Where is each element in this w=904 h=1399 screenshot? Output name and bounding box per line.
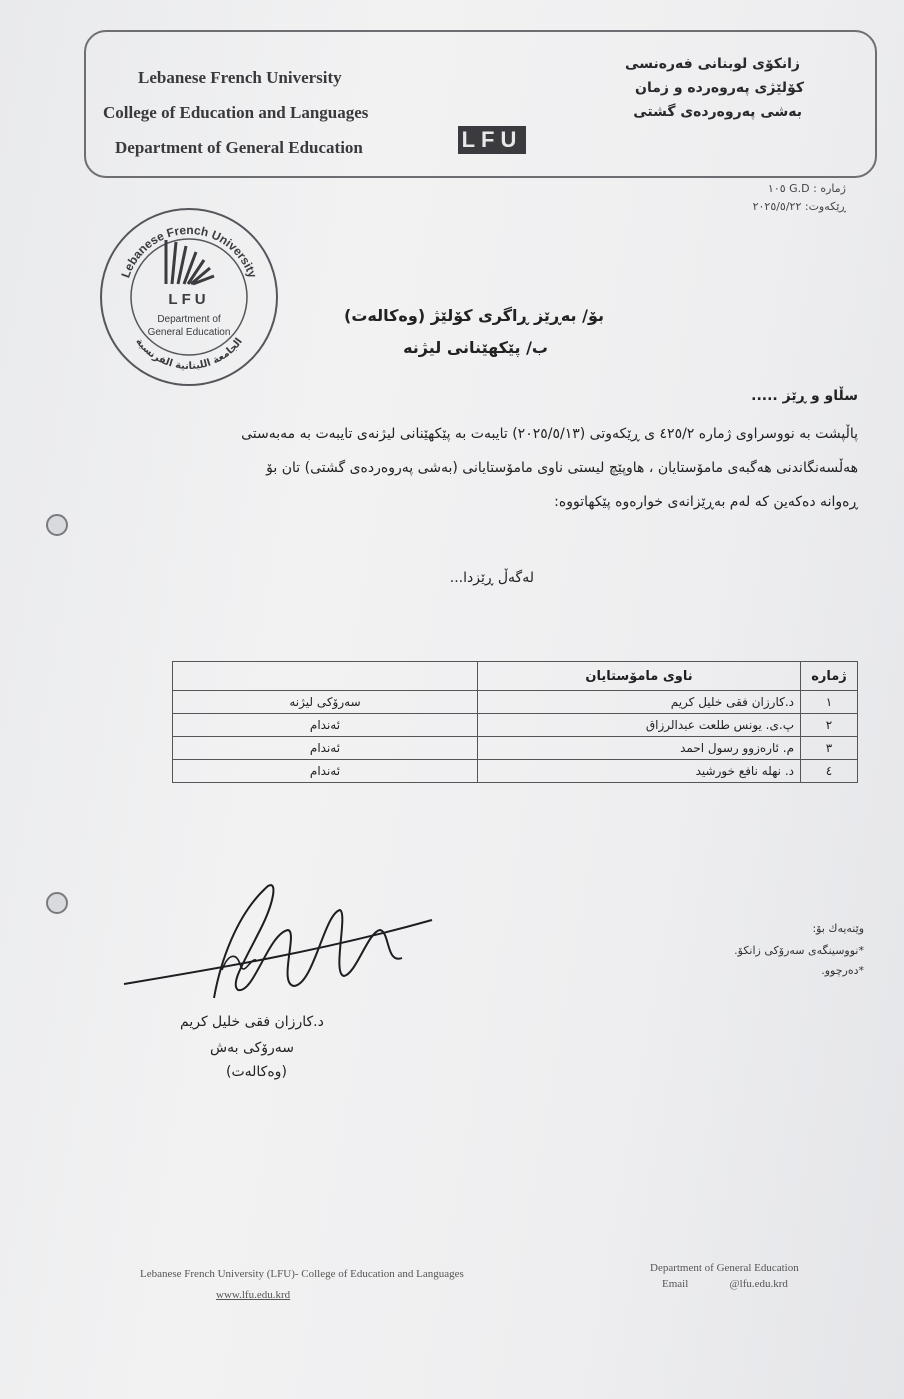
row-role: ئەندام [173, 760, 478, 783]
footer-right-line-1: Department of General Education [650, 1262, 799, 1274]
svg-text:الجامعة اللبنانية الفرنسية [133, 336, 245, 372]
punch-hole [46, 892, 68, 914]
row-role: ئەندام [173, 714, 478, 737]
committee-table [172, 661, 858, 783]
seal-outer-text-en: Lebanese French University [118, 222, 260, 280]
reference-date: ڕێكەوت: ٢٠٢٥/٥/٢٢ [752, 200, 846, 213]
college-name-ku: كۆلێژی پەروەردە و زمان [635, 80, 804, 96]
paragraph-line-3: ڕەوانە دەكەین كە لەم بەڕێزانەی خوارەوە پێكهاتووە: [554, 494, 858, 510]
row-number: ١ [801, 691, 858, 714]
university-name-en: Lebanese French University [138, 68, 342, 87]
handwritten-signature-icon [118, 874, 438, 1014]
footer-email: Email @lfu.edu.krd [662, 1278, 788, 1290]
greeting: سڵاو و ڕێز ..... [751, 388, 858, 404]
table-row [173, 737, 858, 760]
department-seal-icon [96, 204, 282, 390]
header-role [173, 662, 478, 691]
table-header-row [173, 662, 858, 691]
row-number: ٢ [801, 714, 858, 737]
header-name: ناوی مامۆستایان [478, 662, 801, 691]
punch-hole [46, 514, 68, 536]
copies-item-1: *نووسینگەی سەرۆكی زانكۆ. [734, 944, 864, 957]
footer-left-line-1: Lebanese French University (LFU)- College of Education and Languages [140, 1268, 464, 1280]
seal-logo-text: LFU [168, 291, 210, 308]
reference-number: ژمارە : G.D ١٠٥ [767, 182, 846, 195]
copies-item-2: *دەرچوو. [821, 964, 864, 977]
seal-outer-text-ar: الجامعة اللبنانية الفرنسية [133, 336, 245, 373]
paragraph-line-2: هەڵسەنگاندنی هەگبەی مامۆستایان ، هاوپێچ لیستی ناوی مامۆستایانی (بەشی پەروەردەی گشتی) تان بۆ [266, 460, 858, 476]
paragraph-line-1: پاڵپشت بە نووسراوی ژمارە ٤٢٥/٢ ی ڕێكەوتی (٢٠٢٥/٥/١٣) تایبەت بە پێكهێنانی لیژنەی تایبەت بە مەبەستی [241, 426, 858, 442]
seal-inner-line-2: General Education [147, 327, 231, 338]
table-row [173, 760, 858, 783]
row-name: د.كارزان فقی خلیل كریم [478, 691, 801, 714]
copies-label: وێنەیەك بۆ: [812, 922, 864, 935]
row-role: سەرۆكی لیژنە [173, 691, 478, 714]
footer-website: www.lfu.edu.krd [216, 1289, 291, 1301]
lfu-logo: LFU [458, 126, 526, 154]
row-role: ئەندام [173, 737, 478, 760]
signatory-acting: (وەكالەت) [226, 1064, 287, 1080]
header-number: ژمارە [801, 662, 858, 691]
row-number: ٣ [801, 737, 858, 760]
table-row [173, 691, 858, 714]
row-number: ٤ [801, 760, 858, 783]
college-name-en: College of Education and Languages [103, 103, 369, 122]
signatory-name: د.كارزان فقی خلیل كریم [180, 1014, 324, 1030]
university-name-ku: زانكۆی لوبنانی فەرەنسی [625, 56, 800, 72]
signatory-title: سەرۆكی بەش [210, 1040, 295, 1056]
department-name-ku: بەشی پەروەردەی گشتی [633, 104, 802, 120]
table-row [173, 714, 858, 737]
recipient-line: بۆ/ بەڕێز ڕاگری كۆلێژ (وەكالەت) [344, 306, 604, 325]
subject-line: ب/ پێكهێنانی لیژنە [403, 338, 548, 357]
row-name: پ.ی. یونس طلعت عبدالرزاق [478, 714, 801, 737]
department-name-en: Department of General Education [115, 138, 363, 157]
row-name: م. ئارەزوو رسول احمد [478, 737, 801, 760]
closing-line: لەگەڵ ڕێزدا... [449, 570, 534, 586]
seal-inner-line-1: Department of [157, 314, 221, 325]
row-name: د. نهله نافع خورشید [478, 760, 801, 783]
